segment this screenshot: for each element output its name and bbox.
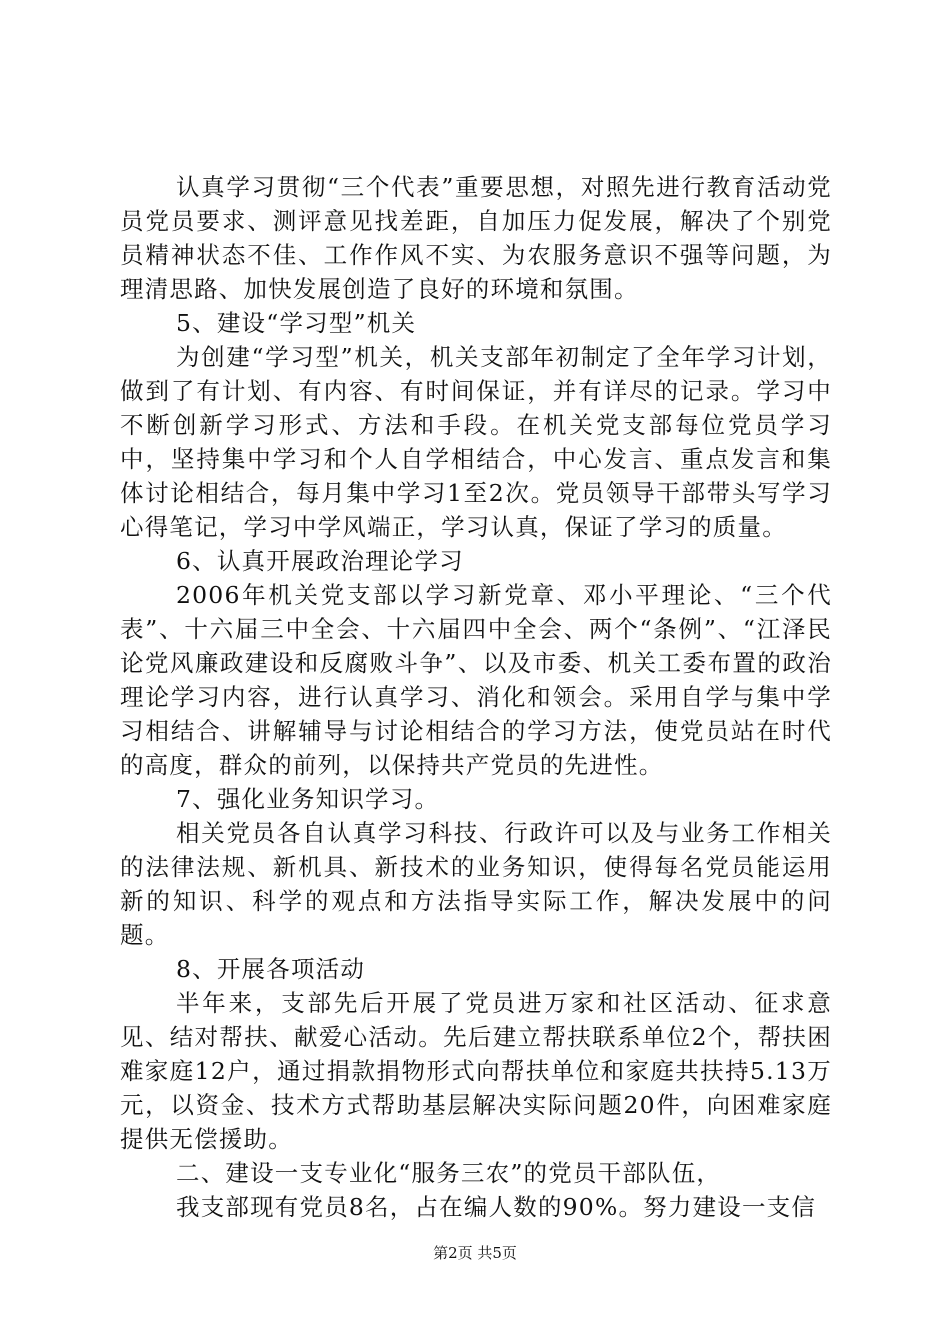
paragraph-4: 相关党员各自认真学习科技、行政许可以及与业务工作相关的法律法规、新机具、新技术的业务知识，使得每名党员能运用新的知识、科学的观点和方法指导实际工作，解决发展中的问题。	[120, 819, 832, 949]
document-body	[120, 170, 832, 1224]
section-heading-6: 6、认真开展政治理论学习	[176, 547, 464, 575]
paragraph-2: 为创建“学习型”机关，机关支部年初制定了全年学习计划，做到了有计划、有内容、有时间保证，并有详尽的记录。学习中不断创新学习形式、方法和手段。在机关党支部每位党员学习中，坚持集中学习和个人自学相结合，中心发言、重点发言和集体讨论相结合，每月集中学习1至2次。党员领导干部带头写学习心得笔记，学习中学风端正，学习认真，保证了学习的质量。	[120, 343, 832, 541]
section-heading-8: 8、开展各项活动	[176, 955, 366, 983]
paragraph-6: 我支部现有党员8名，占在编人数的90%。努力建设一支信	[176, 1193, 817, 1221]
page-footer: 第2页 共5页	[433, 1244, 517, 1262]
paragraph-3: 2006年机关党支部以学习新党章、邓小平理论、“三个代表”、十六届三中全会、十六届四中全会、两个“条例”、“江泽民论党风廉政建设和反腐败斗争”、以及市委、机关工委布置的政治理论学习内容，进行认真学习、消化和领会。采用自学与集中学习相结合、讲解辅导与讨论相结合的学习方法，使党员站在时代的高度，群众的前列，以保持共产党员的先进性。	[120, 581, 832, 779]
section-heading-5: 5、建设“学习型”机关	[176, 309, 417, 337]
paragraph-5: 半年来，支部先后开展了党员进万家和社区活动、征求意见、结对帮扶、献爱心活动。先后建立帮扶联系单位2个，帮扶困难家庭12户，通过捐款捐物形式向帮扶单位和家庭共扶持5.13万元，以资金、技术方式帮助基层解决实际问题20件，向困难家庭提供无偿援助。	[120, 989, 832, 1153]
section-heading-2: 二、建设一支专业化“服务三农”的党员干部队伍，	[176, 1159, 722, 1187]
section-heading-7: 7、强化业务知识学习。	[176, 785, 440, 813]
paragraph-1: 认真学习贯彻“三个代表”重要思想，对照先进行教育活动党员党员要求、测评意见找差距，自加压力促发展，解决了个别党员精神状态不佳、工作作风不实、为农服务意识不强等问题，为理清思路、加快发展创造了良好的环境和氛围。	[120, 173, 832, 303]
